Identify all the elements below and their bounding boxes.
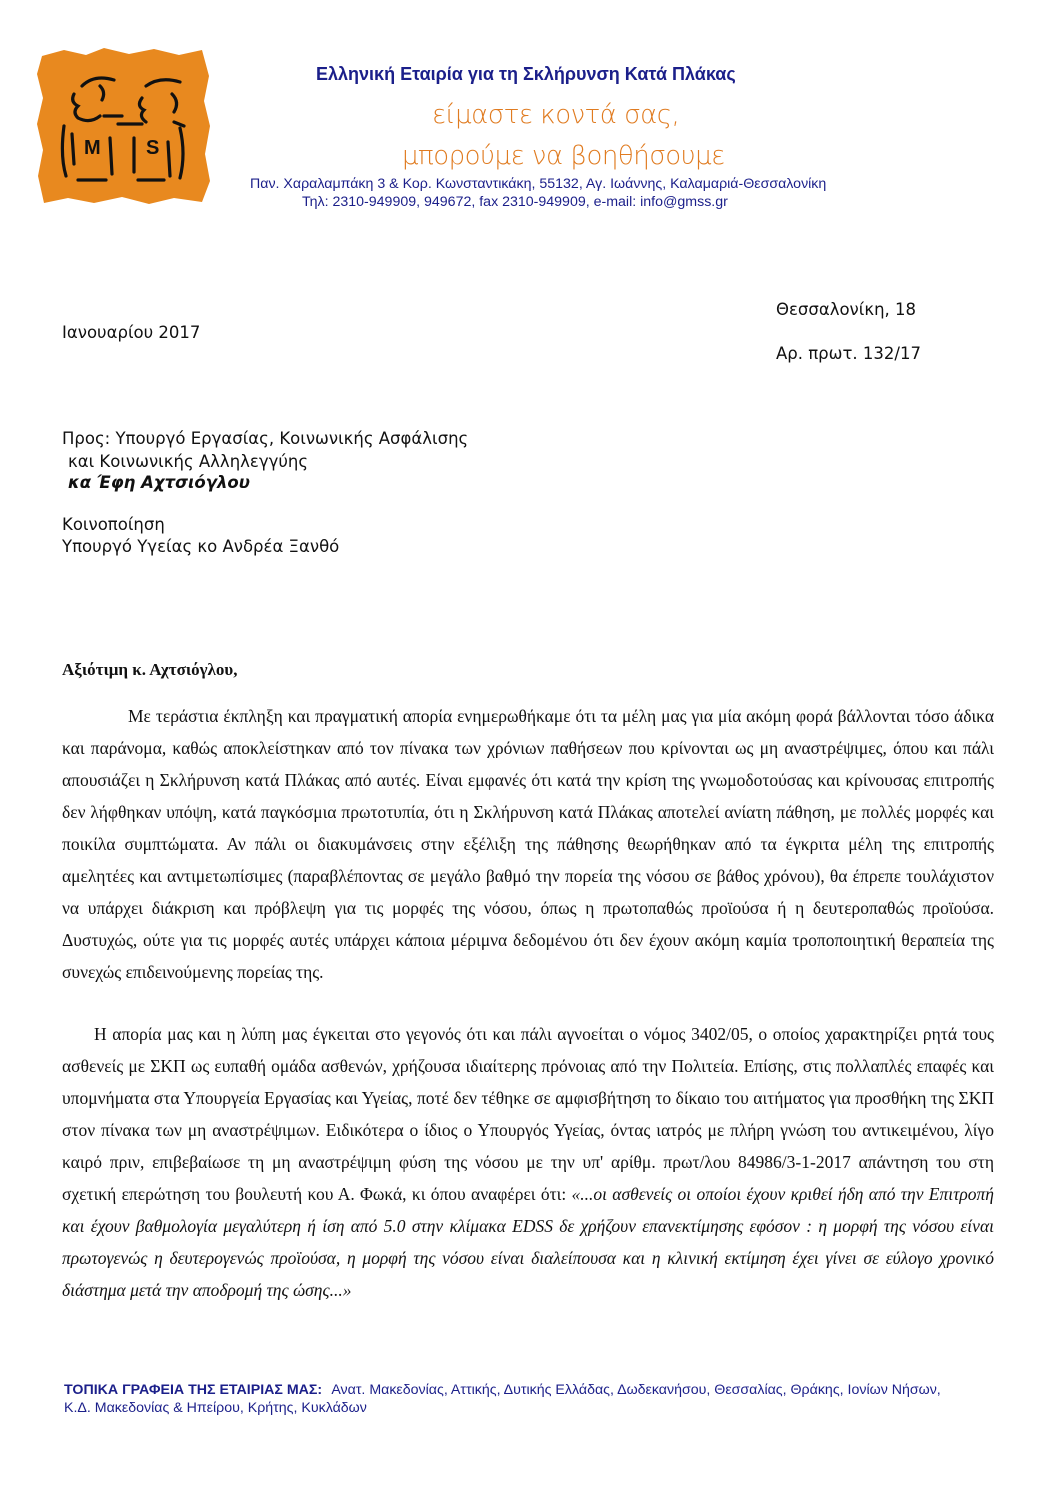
organization-contact: Τηλ: 2310-949909, 949672, fax 2310-949909, e-mail: info@gmss.gr — [302, 194, 728, 210]
cc-recipient: Υπουργό Υγείας κο Ανδρέα Ξανθό — [62, 537, 340, 556]
letter-greeting: Αξιότιμη κ. Αχτσιόγλου, — [62, 660, 238, 679]
recipient-line-1: Προς: Υπουργό Εργασίας, Κοινωνικής Ασφάλισης — [62, 429, 469, 448]
letter-paragraph-1: Με τεράστια έκπληξη και πραγματική απορία ενημερωθήκαμε ότι τα μέλη μας για μία ακόμη φορά βάλλονται τόσο άδικα και παράνομα, καθώς αποκλείστηκαν από τον πίνακα των χρόνιων παθήσεων που κρίνονται ως μη αναστρέψιμες, όπου και πάλι απουσιάζει η Σκλήρυνση κατά Πλάκας από αυτές. Είναι εμφανές ότι κατά την κρίση της γνωμοδοτούσας και κρίνουσας επιτροπής δεν λήφθηκαν υπόψη, κατά παγκόσμια πρωτοτυπία, ότι η Σκλήρυνση κατά Πλάκας αποτελεί ανίατη πάθηση, με πολλές μορφές και ποικίλα συμπτώματα. Αν πάλι οι διακυμάνσεις στην εξέλιξη της πάθησης θεωρήθηκαν από τα έγκριτα μέλη της επιτροπής αμελητέες και αντιμετωπίσιμες (παραβλέποντας σε μεγάλο βαθμό την πορεία της νόσου σε βάθος χρόνου), θα έπρεπε τουλάχιστον να υπάρχει διάκριση και πρόβλεψη για τις μορφές της νόσου, όπως η πρωτοπαθώς προϊούσα ή η δευτεροπαθώς προϊούσα. Δυστυχώς, ούτε για τις μορφές αυτές υπάρχει κάποια μέριμνα δεδομένου ότι δεν έχουν ακόμη καμία τροποποιητική θεραπεία της συνεχώς επιδεινούμενης πορείας της. — [62, 706, 994, 982]
paragraph-2-text: Η απορία μας και η λύπη μας έγκειται στο γεγονός ότι και πάλι αγνοείται ο νόμος 3402/05, ο οποίος χαρακτηρίζει ρητά τους ασθενείς με ΣΚΠ ως ευπαθή ομάδα ασθενών, χρήζουσα ιδιαίτερης πρόνοιας από την Πολιτεία. Επίσης, στις πολλαπλές επαφές και υπομνήματα στα Υπουργεία Εργασίας και Υγείας, ποτέ δεν τέθηκε σε αμφισβήτηση το δίκαιο του αιτήματος για προσθήκη της ΣΚΠ στον πίνακα των μη αναστρέψιμων. Ειδικότερα ο ίδιος ο Υπουργός Υγείας, όντας ιατρός με πλήρη γνώση του αντικειμένου, λίγο καιρό πριν, επιβεβαίωσε τη μη αναστρέψιμη φύση της νόσου με την υπ' αρίθμ. πρωτ/λου 84986/3-1-2017 απάντηση του στη σχετική επερώτηση του βουλευτή κου Α. Φωκά, κι όπου αναφέρει ότι: — [62, 1024, 994, 1204]
logo-graphic — [34, 46, 212, 206]
letter-date: Ιανουαρίου 2017 — [62, 323, 201, 342]
slogan-line-2: μπορούμε να βοηθήσουμε — [402, 141, 725, 171]
recipient-name: κα Έφη Αχτσιόγλου — [68, 473, 250, 492]
logo-letter-s: S — [146, 137, 160, 159]
recipient-line-2: και Κοινωνικής Αλληλεγγύης — [68, 452, 309, 471]
slogan-line-1: είμαστε κοντά σας, — [432, 100, 680, 130]
letter-place: Θεσσαλονίκη, 18 — [776, 300, 917, 319]
local-offices-footer — [64, 1381, 964, 1417]
organization-name: Ελληνική Εταιρία για τη Σκλήρυνση Κατά Πλάκας — [316, 64, 736, 84]
local-offices-label: ΤΟΠΙΚΑ ΓΡΑΦΕΙΑ ΤΗΣ ΕΤΑΙΡΙΑΣ ΜΑΣ: — [64, 1382, 323, 1398]
local-offices-list: Ανατ. Μακεδονίας, Αττικής, Δυτικής Ελλάδας, Δωδεκανήσου, Θεσσαλίας, Θράκης, Ιονίων Νήσων, Κ.Δ. Μακεδονίας & Ηπείρου, Κρήτης, Κυκλάδων — [64, 1382, 941, 1416]
organization-address: Παν. Χαραλαμπάκη 3 & Κορ. Κωνσταντικάκη, 55132, Αγ. Ιωάννης, Καλαμαριά-Θεσσαλονίκη — [250, 176, 827, 192]
protocol-number: Αρ. πρωτ. 132/17 — [776, 344, 921, 363]
letter-paragraph-2 — [62, 1018, 994, 1306]
cc-label: Κοινοποίηση — [62, 515, 165, 534]
logo-letter-m: M — [84, 137, 101, 159]
minister-quote: «...οι ασθενείς οι οποίοι έχουν κριθεί ήδη από την Επιτροπή και έχουν βαθμολογία μεγαλύτερη ή ίση από 5.0 στην κλίμακα EDSS δε χρήζουν επανεκτίμησης εφόσον : η μορφή της νόσου είναι πρωτογενώς η δευτερογενώς προϊούσα, η μορφή της νόσου είναι διαλείπουσα και η κλινική εκτίμηση έχει γίνει σε εύλογο χρονικό διάστημα μετά την αποδρομή της ώσης...» — [62, 1184, 994, 1300]
organization-logo — [34, 46, 212, 206]
